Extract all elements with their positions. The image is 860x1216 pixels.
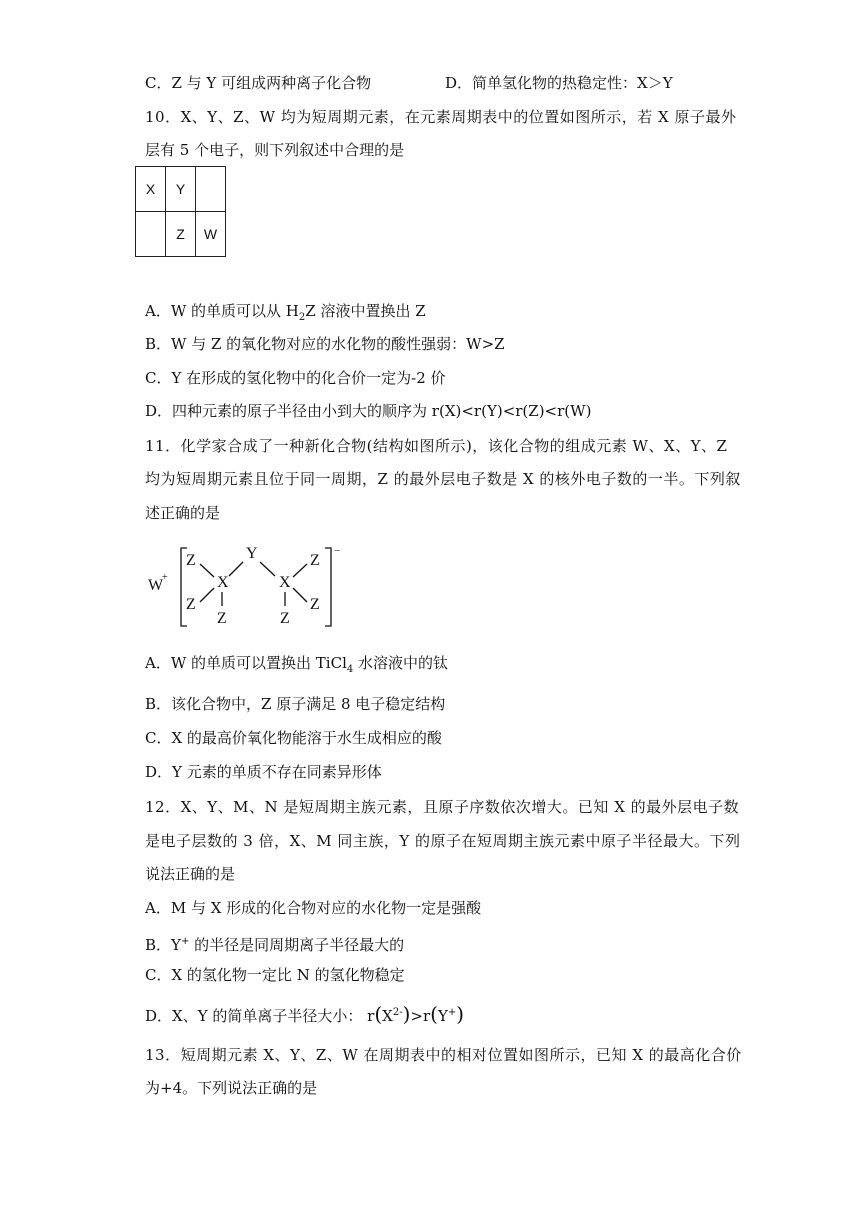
q13-stem-line1: 13．短周期元素 X、Y、Z、W 在周期表中的相对位置如图所示，已知 X 的最高化合价 [145,1046,742,1064]
structure-z: Z [186,552,196,569]
grid-cell: W [196,212,226,257]
q12-option-d: D．X、Y 的简单离子半径大小： $r(X^{2-})>r(Y^+)$ [145,1002,465,1026]
q10-option-a: A．W 的单质可以从 $H_2Z$ 溶液中置换出 Z [145,302,426,323]
q10-option-b: B．W 与 Z 的氧化物对应的水化物的酸性强弱：W>Z [145,335,505,353]
q10-stem-line1: 10．X、Y、Z、W 均为短周期元素，在元素周期表中的位置如图所示，若 X 原子最外 [145,108,737,126]
q9-option-d: D．简单氢化物的热稳定性：X＞Y [445,74,673,92]
q10-stem-line2: 层有 5 个电子，则下列叙述中合理的是 [145,141,405,159]
grid-cell: Z [166,212,196,257]
right-bracket [325,548,331,626]
q12-option-c: C．X 的氢化物一定比 N 的氢化物稳定 [145,966,405,984]
structure-y: Y [246,545,258,562]
q10-option-d: D．四种元素的原子半径由小到大的顺序为 r(X)<r(Y)<r(Z)<r(W) [145,402,592,420]
structure-z: Z [186,596,196,613]
q12-stem-line3: 说法正确的是 [145,865,236,883]
q11-stem-line2: 均为短周期元素且位于同一周期，Z 的最外层电子数是 X 的核外电子数的一半。下列叙 [145,470,741,488]
q12-stem-line1: 12．X、Y、M、N 是短周期主族元素，且原子序数依次增大。已知 X 的最外层电子数 [145,798,740,816]
q9-option-c: C．Z 与 Y 可组成两种离子化合物 [145,74,372,92]
q11-stem-line3: 述正确的是 [145,504,221,522]
q11-stem-line1: 11．化学家合成了一种新化合物(结构如图所示)，该化合物的组成元素 W、X、Y、Z [145,437,728,455]
structure-cation-charge: + [162,572,168,583]
q11-option-a: A．W 的单质可以置换出 TiCl$_4$ 水溶液中的钛 [145,654,449,675]
structure-cation: W [148,577,164,594]
structure-z: Z [310,596,320,613]
q10-option-c: C．Y 在形成的氢化物中的化合价一定为-2 价 [145,369,446,387]
q10-periodic-grid [135,166,226,257]
q11-structure-diagram [145,540,345,630]
structure-x: X [279,574,291,591]
q12-stem-line2: 是电子层数的 3 倍，X、M 同主族，Y 的原子在短周期主族元素中原子半径最大。下列 [145,832,741,850]
structure-z: Z [280,610,290,627]
q12-option-a: A．M 与 X 形成的化合物对应的水化物一定是强酸 [145,899,482,917]
grid-cell [136,212,166,257]
structure-z: Z [310,552,320,569]
structure-z: Z [217,610,227,627]
structure-anion-charge: − [334,545,341,557]
grid-cell: Y [166,167,196,212]
grid-cell [196,167,226,212]
q13-stem-line2: 为+4。下列说法正确的是 [145,1079,318,1097]
q11-option-b: B．该化合物中，Z 原子满足 8 电子稳定结构 [145,695,446,713]
structure-x: X [217,574,229,591]
q11-option-d: D．Y 元素的单质不存在同素异形体 [145,763,382,781]
q11-option-c: C．X 的最高价氧化物能溶于水生成相应的酸 [145,729,442,747]
grid-cell: X [136,167,166,212]
q12-option-b: B．Y+ 的半径是同周期离子半径最大的 [145,936,405,954]
